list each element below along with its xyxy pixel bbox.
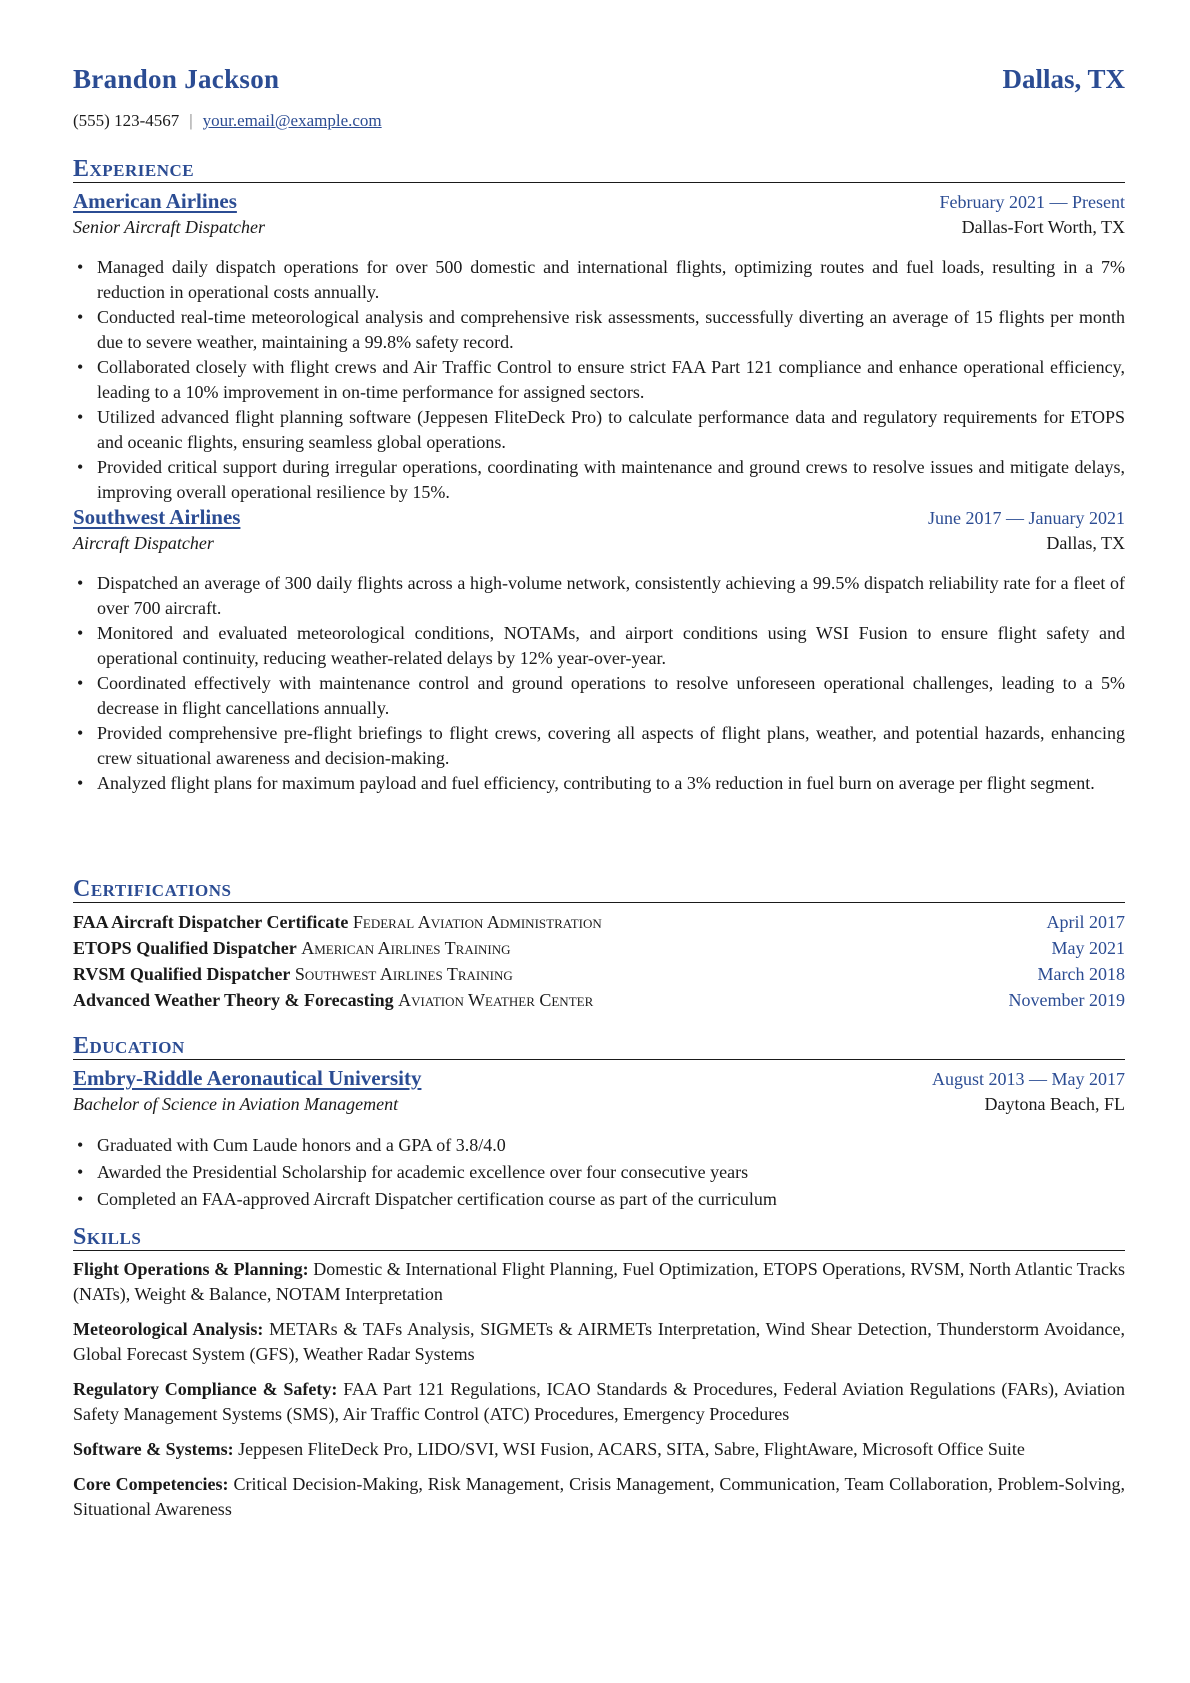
job-dates: February 2021 — Present bbox=[939, 192, 1125, 212]
bullet-item: • Collaborated closely with flight crews and Air Traffic Control to ensure strict FAA Part 121 compliance and enhance operational efficiency, leading to a 10% improvement in on-time performance for assigned sectors. bbox=[73, 355, 1125, 405]
candidate-location: Dallas, TX bbox=[1002, 64, 1125, 94]
company-link[interactable]: American Airlines bbox=[73, 189, 237, 213]
contact-line bbox=[73, 111, 382, 131]
section-title-certifications: Certifications bbox=[73, 876, 1125, 903]
job-southwest-airlines bbox=[73, 505, 1125, 796]
school-link[interactable]: Embry-Riddle Aeronautical University bbox=[73, 1066, 422, 1090]
skills-list bbox=[73, 1257, 1125, 1522]
skill-group bbox=[73, 1317, 1125, 1367]
skill-group-label: Core Competencies: bbox=[73, 1474, 229, 1494]
certification-name: Advanced Weather Theory & Forecasting bbox=[73, 990, 394, 1010]
certification-item bbox=[73, 909, 1125, 935]
contact-separator: | bbox=[189, 111, 193, 130]
education-bullets bbox=[73, 1132, 1125, 1213]
experience-section bbox=[73, 156, 1125, 796]
certification-issuer: Southwest Airlines Training bbox=[294, 964, 513, 984]
skill-group-label: Software & Systems: bbox=[73, 1439, 234, 1459]
certification-date: November 2019 bbox=[1008, 990, 1125, 1010]
job-title: Senior Aircraft Dispatcher bbox=[73, 217, 265, 237]
phone-number: (555) 123-4567 bbox=[73, 111, 180, 130]
education-dates: August 2013 — May 2017 bbox=[932, 1069, 1125, 1089]
certification-issuer: Aviation Weather Center bbox=[398, 990, 594, 1010]
certification-date: May 2021 bbox=[1051, 938, 1125, 958]
skill-group-label: Meteorological Analysis: bbox=[73, 1319, 264, 1339]
skill-group bbox=[73, 1257, 1125, 1307]
certification-item bbox=[73, 961, 1125, 987]
bullet-item: • Analyzed flight plans for maximum payload and fuel efficiency, contributing to a 3% reduction in fuel burn on average per flight segment. bbox=[73, 771, 1125, 796]
bullet-item: • Coordinated effectively with maintenance control and ground operations to resolve unforeseen operational challenges, leading to a 5% decrease in flight cancellations annually. bbox=[73, 671, 1125, 721]
certification-name: FAA Aircraft Dispatcher Certificate bbox=[73, 912, 349, 932]
certification-name: ETOPS Qualified Dispatcher bbox=[73, 938, 297, 958]
job-bullets bbox=[73, 255, 1125, 505]
section-title-skills: Skills bbox=[73, 1224, 1125, 1251]
skill-group-items: Domestic & International Flight Planning, Fuel Optimization, ETOPS Operations, RVSM, North Atlantic Tracks (NATs), Weight & Balance, NOTAM Interpretation bbox=[73, 1259, 1126, 1304]
certification-item bbox=[73, 935, 1125, 961]
skill-group-items: METARs & TAFs Analysis, SIGMETs & AIRMETs Interpretation, Wind Shear Detection, Thunderstorm Avoidance, Global Forecast System (GFS), Weather Radar Systems bbox=[73, 1319, 1126, 1364]
skill-group-items: Critical Decision-Making, Risk Management, Crisis Management, Communication, Team Collaboration, Problem-Solving, Situational Awareness bbox=[73, 1474, 1126, 1519]
candidate-name: Brandon Jackson bbox=[73, 64, 280, 94]
bullet-item: • Provided critical support during irregular operations, coordinating with maintenance and ground crews to resolve issues and mitigate delays, improving overall operational resilience by 15%. bbox=[73, 455, 1125, 505]
certification-item bbox=[73, 987, 1125, 1013]
certifications-section bbox=[73, 876, 1125, 1013]
bullet-item: • Completed an FAA-approved Aircraft Dispatcher certification course as part of the curriculum bbox=[73, 1186, 1125, 1213]
section-title-education: Education bbox=[73, 1033, 1125, 1060]
certification-date: April 2017 bbox=[1046, 912, 1125, 932]
education-entry bbox=[73, 1066, 1125, 1213]
skill-group-items: FAA Part 121 Regulations, ICAO Standards & Procedures, Federal Aviation Regulations (FARs), Aviation Safety Management Systems (SMS), Air Traffic Control (ATC) Procedures, Emergency Procedures bbox=[73, 1379, 1125, 1424]
bullet-item: • Graduated with Cum Laude honors and a GPA of 3.8/4.0 bbox=[73, 1132, 1125, 1159]
certification-date: March 2018 bbox=[1037, 964, 1125, 984]
job-dates: June 2017 — January 2021 bbox=[928, 508, 1125, 528]
education-location: Daytona Beach, FL bbox=[984, 1094, 1125, 1114]
section-title-experience: Experience bbox=[73, 156, 1125, 183]
skill-group-items: Jeppesen FliteDeck Pro, LIDO/SVI, WSI Fusion, ACARS, SITA, Sabre, FlightAware, Microsoft Office Suite bbox=[238, 1439, 1025, 1459]
email-link[interactable]: your.email@example.com bbox=[202, 111, 382, 130]
certification-name: RVSM Qualified Dispatcher bbox=[73, 964, 291, 984]
resume-page bbox=[73, 0, 1126, 1519]
bullet-item: • Dispatched an average of 300 daily flights across a high-volume network, consistently achieving a 99.5% dispatch reliability rate for a fleet of over 700 aircraft. bbox=[73, 571, 1125, 621]
job-location: Dallas, TX bbox=[1046, 533, 1125, 553]
skill-group bbox=[73, 1437, 1125, 1462]
resume-header bbox=[73, 0, 1125, 140]
skill-group bbox=[73, 1377, 1125, 1427]
job-location: Dallas-Fort Worth, TX bbox=[961, 217, 1125, 237]
bullet-item: • Managed daily dispatch operations for over 500 domestic and international flights, optimizing routes and fuel loads, resulting in a 7% reduction in operational costs annually. bbox=[73, 255, 1125, 305]
bullet-item: • Utilized advanced flight planning software (Jeppesen FliteDeck Pro) to calculate performance data and regulatory requirements for ETOPS and oceanic flights, ensuring seamless global operations. bbox=[73, 405, 1125, 455]
bullet-item: • Conducted real-time meteorological analysis and comprehensive risk assessments, successfully diverting an average of 15 flights per month due to severe weather, maintaining a 99.8% safety record. bbox=[73, 305, 1125, 355]
bullet-item: • Awarded the Presidential Scholarship for academic excellence over four consecutive years bbox=[73, 1159, 1125, 1186]
job-american-airlines bbox=[73, 189, 1125, 505]
education-section bbox=[73, 1033, 1125, 1213]
skill-group-label: Flight Operations & Planning: bbox=[73, 1259, 309, 1279]
bullet-item: • Monitored and evaluated meteorological conditions, NOTAMs, and airport conditions using WSI Fusion to ensure flight safety and operational continuity, reducing weather-related delays by 12% year-over-year. bbox=[73, 621, 1125, 671]
certification-issuer: American Airlines Training bbox=[301, 938, 511, 958]
job-title: Aircraft Dispatcher bbox=[73, 533, 214, 553]
skill-group bbox=[73, 1472, 1125, 1522]
degree: Bachelor of Science in Aviation Management bbox=[73, 1094, 399, 1114]
certification-issuer: Federal Aviation Administration bbox=[352, 912, 602, 932]
skills-section bbox=[73, 1224, 1125, 1532]
company-link[interactable]: Southwest Airlines bbox=[73, 505, 241, 529]
job-bullets bbox=[73, 571, 1125, 796]
certification-list bbox=[73, 909, 1125, 1013]
bullet-item: • Provided comprehensive pre-flight briefings to flight crews, covering all aspects of flight plans, weather, and potential hazards, enhancing crew situational awareness and decision-making. bbox=[73, 721, 1125, 771]
skill-group-label: Regulatory Compliance & Safety: bbox=[73, 1379, 338, 1399]
